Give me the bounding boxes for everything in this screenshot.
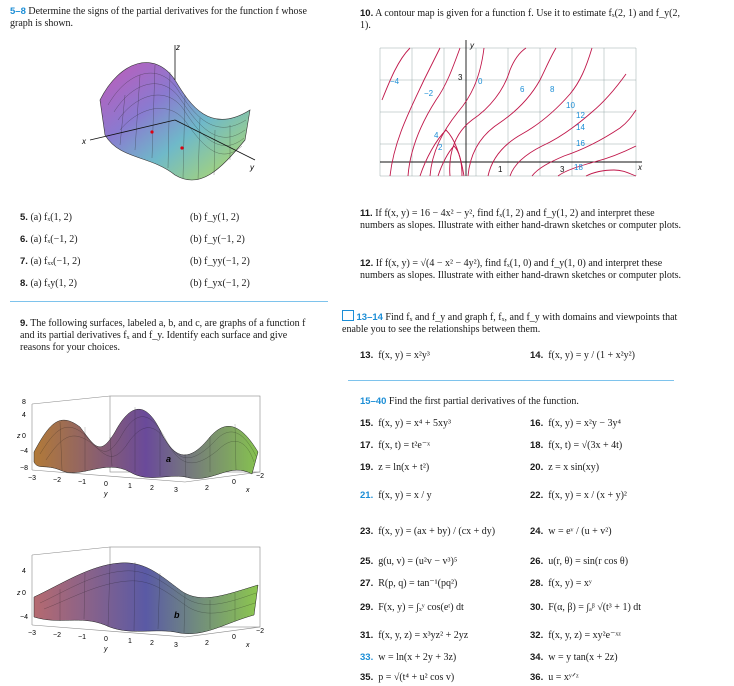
- x-tick: −2: [256, 628, 264, 635]
- problem-number: 16.: [530, 418, 544, 429]
- q5-row: [20, 212, 72, 224]
- problem-expression: f(x, t) = √(3x + 4t): [548, 440, 623, 451]
- q13-expression: f(x, y) = x²y³: [378, 350, 430, 361]
- problem-number: 36.: [530, 672, 544, 683]
- q10-text: A contour map is given for a function f. Use it to estimate fₓ(2, 1) and f_y(2, 1).: [360, 8, 680, 31]
- list-item: [530, 630, 621, 642]
- x-tick: −2: [256, 473, 264, 480]
- contour-label: 10: [566, 101, 575, 110]
- y-tick: −1: [78, 479, 86, 486]
- z-tick: −4: [20, 448, 28, 455]
- problem-expression: w = eᵛ / (u + v²): [548, 526, 612, 537]
- contour-label: 18: [574, 163, 583, 172]
- q5-part-b: (b) f_y(1, 2): [190, 212, 240, 223]
- list-item: [360, 440, 430, 452]
- y-axis-label: y: [250, 163, 254, 172]
- problem-number: 34.: [530, 652, 544, 663]
- x-tick: 2: [205, 640, 209, 647]
- problem-number: 19.: [360, 462, 374, 473]
- problem-number: 23.: [360, 526, 374, 537]
- contour-label: 4: [434, 131, 439, 140]
- q11-prompt: [360, 208, 690, 232]
- z-axis-label: z: [17, 590, 21, 597]
- problem-expression: f(x, y) = xʸ: [548, 578, 592, 589]
- z-tick: 0: [22, 433, 26, 440]
- list-item: [530, 672, 579, 684]
- list-item: [530, 578, 592, 590]
- q13-14-number: 13–14: [356, 312, 383, 323]
- problem-expression: p = √(t⁴ + u² cos v): [378, 672, 455, 683]
- list-item: [360, 602, 464, 614]
- problem-number: 35.: [360, 672, 374, 683]
- problem-expression: F(α, β) = ∫ₐᵝ √(t³ + 1) dt: [548, 602, 642, 613]
- y-tick: −3: [28, 630, 36, 637]
- y-axis-label: y: [470, 41, 474, 50]
- contour-map: [380, 40, 650, 200]
- contour-label: −4: [390, 77, 400, 86]
- y-tick-label: 3: [458, 73, 463, 82]
- x-tick: 2: [205, 485, 209, 492]
- q6-row: [20, 234, 78, 246]
- q14-expression: f(x, y) = y / (1 + x²y²): [548, 350, 635, 361]
- problem-expression: f(x, y) = x²y − 3y⁴: [548, 418, 621, 429]
- y-axis-label: y: [104, 491, 108, 498]
- x-axis-label: x: [246, 487, 250, 494]
- problem-expression: f(x, y) = (ax + by) / (cx + dy): [378, 526, 496, 537]
- section-divider: [10, 301, 328, 302]
- problem-expression: F(x, y) = ∫ₓʸ cos(eᵗ) dt: [378, 602, 464, 613]
- q15-40-text: Find the first partial derivatives of the function.: [388, 396, 579, 407]
- problem-number: 28.: [530, 578, 544, 589]
- x-axis-label: x: [246, 642, 250, 649]
- problem-expression: R(p, q) = tan⁻¹(pq²): [378, 578, 458, 589]
- q11-number: 11.: [360, 208, 373, 219]
- list-item: [530, 490, 627, 502]
- y-tick: −2: [53, 632, 61, 639]
- q7-part-a: (a) fₓₓ(−1, 2): [30, 256, 81, 267]
- problem-expression: u(r, θ) = sin(r cos θ): [548, 556, 629, 567]
- q15-40-number: 15–40: [360, 396, 387, 407]
- plot-a-label: a: [166, 454, 172, 464]
- q6-part-b: (b) f_y(−1, 2): [190, 234, 245, 245]
- surface-graph-5-8: [80, 40, 260, 200]
- y-tick: 2: [150, 640, 154, 647]
- problem-expression: f(x, y, z) = x³yz² + 2yz: [378, 630, 469, 641]
- q13-row: [360, 350, 430, 362]
- problem-expression: w = y tan(x + 2z): [548, 652, 618, 663]
- list-item: [530, 418, 621, 430]
- problem-number: 24.: [530, 526, 544, 537]
- y-tick: 1: [128, 483, 132, 490]
- q7-part-b: (b) f_yy(−1, 2): [190, 256, 250, 267]
- y-tick: 3: [174, 487, 178, 494]
- y-tick: 0: [104, 636, 108, 643]
- q8-row: [20, 278, 77, 290]
- problem-expression: f(x, t) = t²e⁻ˣ: [378, 440, 431, 451]
- q5-8-prompt: [10, 6, 310, 30]
- list-item: [360, 418, 451, 430]
- surface-plot-b: [17, 545, 270, 665]
- plot-b-label: b: [174, 610, 180, 620]
- y-tick: 0: [104, 481, 108, 488]
- q8-number: 8.: [20, 278, 28, 289]
- list-item: [530, 602, 641, 614]
- graphing-calculator-icon: [342, 310, 354, 321]
- y-tick: 3: [174, 642, 178, 649]
- list-item: [360, 630, 468, 642]
- q12-prompt: [360, 258, 690, 282]
- y-tick: −2: [53, 477, 61, 484]
- x-tick: 0: [232, 634, 236, 641]
- q14-number: 14.: [530, 350, 544, 361]
- list-item: [530, 462, 599, 474]
- q13-14-prompt: [342, 310, 682, 336]
- q6-number: 6.: [20, 234, 28, 245]
- list-item: [360, 672, 454, 684]
- y-tick: −1: [78, 634, 86, 641]
- problem-expression: f(x, y, z) = xy²e⁻ˣᶻ: [548, 630, 621, 641]
- point-marker: [150, 130, 153, 133]
- problem-number: 20.: [530, 462, 544, 473]
- problem-number: 29.: [360, 602, 374, 613]
- list-item: [360, 462, 429, 474]
- q6-part-a: (a) fₓ(−1, 2): [30, 234, 78, 245]
- problem-expression: w = ln(x + 2y + 3z): [378, 652, 457, 663]
- point-marker: [180, 146, 183, 149]
- list-item: [530, 556, 628, 568]
- list-item: [360, 526, 495, 538]
- problem-number: 25.: [360, 556, 374, 567]
- problem-expression: f(x, y) = x⁴ + 5xy³: [378, 418, 451, 429]
- contour-label: −2: [424, 89, 434, 98]
- problem-expression: f(x, y) = x / y: [378, 490, 432, 501]
- problem-number: 27.: [360, 578, 374, 589]
- q12-number: 12.: [360, 258, 374, 269]
- list-item: [530, 652, 618, 664]
- contour-label: 0: [478, 77, 483, 86]
- z-axis-label: z: [176, 43, 180, 52]
- z-axis-label: z: [17, 433, 21, 440]
- problem-expression: f(x, y) = x / (x + y)²: [548, 490, 627, 501]
- list-item: [360, 578, 457, 590]
- contour-label: 12: [576, 111, 585, 120]
- list-item: [530, 440, 622, 452]
- problem-expression: z = ln(x + t²): [378, 462, 430, 473]
- q13-number: 13.: [360, 350, 374, 361]
- q15-40-prompt: [360, 396, 690, 408]
- q8-part-a: (a) fₓy(1, 2): [30, 278, 77, 289]
- problem-number: 33.: [360, 652, 374, 663]
- q8-part-b: (b) f_yx(−1, 2): [190, 278, 250, 289]
- contour-label: 14: [576, 123, 585, 132]
- q11-text: If f(x, y) = 16 − 4x² − y², find fₓ(1, 2) and f_y(1, 2) and interpret these numbers as slopes. Illustrate with either hand-drawn sketches or computer plots.: [360, 208, 682, 231]
- problem-number: 30.: [530, 602, 544, 613]
- problem-number: 21.: [360, 490, 374, 501]
- problem-number: 17.: [360, 440, 374, 451]
- q14-row: [530, 350, 635, 362]
- problem-expression: g(u, v) = (u²v − v³)⁵: [378, 556, 458, 567]
- x-axis-label: x: [638, 163, 642, 172]
- problem-expression: u = xʸᐟᶻ: [548, 672, 579, 683]
- surface-plot-a: [17, 392, 270, 512]
- problem-number: 22.: [530, 490, 544, 501]
- x-axis-label: x: [82, 137, 86, 146]
- z-tick: 4: [22, 412, 26, 419]
- list-item: [360, 652, 456, 664]
- y-tick: 2: [150, 485, 154, 492]
- contour-label: 2: [438, 143, 443, 152]
- y-tick: 1: [128, 638, 132, 645]
- y-axis-label: y: [104, 646, 108, 653]
- q7-number: 7.: [20, 256, 28, 267]
- q5-8-number: 5–8: [10, 6, 26, 17]
- q10-prompt: [360, 8, 690, 32]
- contour-label: 8: [550, 85, 555, 94]
- z-tick: 4: [22, 568, 26, 575]
- z-tick: −8: [20, 465, 28, 472]
- z-tick: −4: [20, 614, 28, 621]
- problem-number: 32.: [530, 630, 544, 641]
- q7-row: [20, 256, 80, 268]
- list-item: [360, 556, 457, 568]
- problem-number: 31.: [360, 630, 374, 641]
- list-item: [360, 490, 432, 502]
- z-tick: 0: [22, 590, 26, 597]
- q5-number: 5.: [20, 212, 28, 223]
- y-tick: −3: [28, 475, 36, 482]
- x-tick: 0: [232, 479, 236, 486]
- q9-prompt: [20, 318, 318, 354]
- x-tick-label: 1: [498, 165, 503, 174]
- q5-8-text: Determine the signs of the partial derivatives for the function f whose graph is shown.: [10, 6, 307, 29]
- contour-label: 16: [576, 139, 585, 148]
- list-item: [530, 526, 612, 538]
- contour-label: 6: [520, 85, 525, 94]
- q10-number: 10.: [360, 8, 374, 19]
- q12-text: If f(x, y) = √(4 − x² − 4y²), find fₓ(1, 0) and f_y(1, 0) and interpret these numbers as slopes. Illustrate with either hand-drawn sketches or computer plots.: [360, 258, 682, 281]
- problem-expression: z = x sin(xy): [548, 462, 600, 473]
- x-tick-label: 3: [560, 165, 565, 174]
- z-tick: 8: [22, 399, 26, 406]
- q9-text: The following surfaces, labeled a, b, and c, are graphs of a function f and its partial derivatives fₓ and f_y. Identify each surface and give reasons for your choices.: [20, 318, 306, 353]
- q13-14-text: Find fₓ and f_y and graph f, fₓ, and f_y with domains and viewpoints that enable you to see the relationships between them.: [342, 312, 678, 335]
- problem-number: 18.: [530, 440, 544, 451]
- problem-number: 15.: [360, 418, 374, 429]
- q9-number: 9.: [20, 318, 28, 329]
- section-divider: [348, 380, 674, 381]
- problem-number: 26.: [530, 556, 544, 567]
- q5-part-a: (a) fₓ(1, 2): [30, 212, 72, 223]
